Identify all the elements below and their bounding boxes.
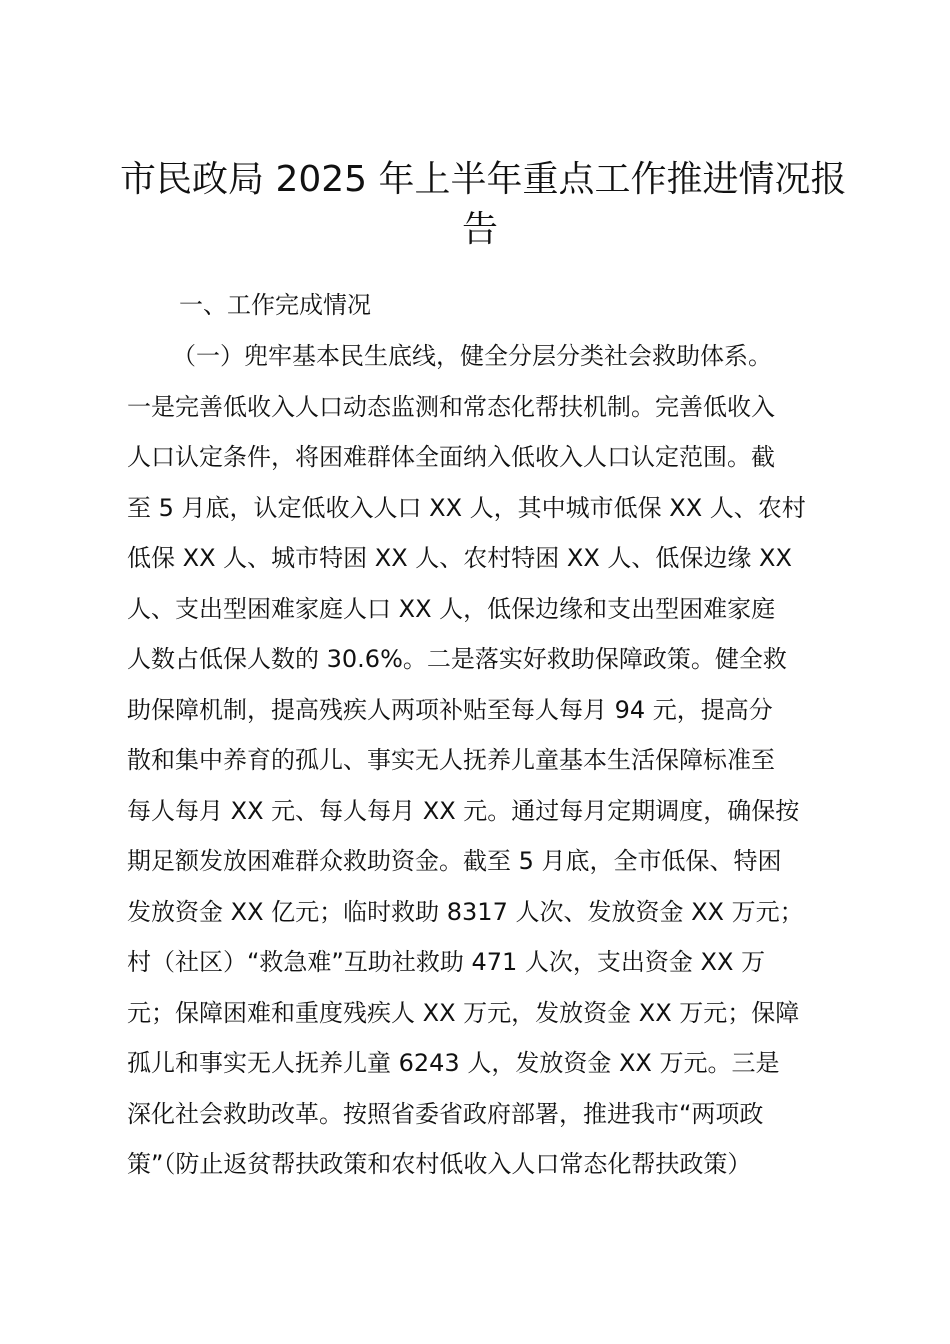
title-line-1: 市民政局 2025 年上半年重点工作推进情况报 [120,159,847,200]
title-line-2: 告 [461,209,498,250]
body-line: 每人每月 XX 元、每人每月 XX 元。通过每月定期调度，确保按 [127,796,800,825]
body-line: 村（社区）“救急难”互助社救助 471 人次，支出资金 XX 万 [127,948,766,976]
subsection-heading: （一）兜牢基本民生底线，健全分层分类社会救助体系。 [172,342,772,370]
body-line: 至 5 月底，认定低收入人口 XX 人，其中城市低保 XX 人、农村 [127,493,806,522]
body-line: 发放资金 XX 亿元；临时救助 8317 人次、发放资金 XX 万元； [127,897,804,926]
body-line: 期足额发放困难群众救助资金。截至 5 月底，全市低保、特困 [127,847,782,875]
body-line: 深化社会救助改革。按照省委省政府部署，推进我市“两项政 [127,1099,764,1128]
body-line: 一是完善低收入人口动态监测和常态化帮扶机制。完善低收入 [127,392,775,421]
body-line: 孤儿和事实无人抚养儿童 6243 人，发放资金 XX 万元。三是 [127,1049,780,1077]
section-heading: 一、工作完成情况 [179,291,371,319]
body-line: 人口认定条件，将困难群体全面纳入低收入人口认定范围。截 [127,443,775,471]
document-title [120,155,847,255]
body-line: 策”（防止返贫帮扶政策和农村低收入人口常态化帮扶政策） [127,1150,752,1178]
body-line: 人数占低保人数的 30.6%。二是落实好救助保障政策。健全救 [127,645,787,673]
body-line: 元；保障困难和重度残疾人 XX 万元，发放资金 XX 万元；保障 [127,998,800,1027]
body-text [127,331,847,1190]
body-line: 助保障机制，提高残疾人两项补贴至每人每月 94 元，提高分 [127,695,773,724]
body-line: 散和集中养育的孤儿、事实无人抚养儿童基本生活保障标准至 [127,746,775,774]
body-line: 人、支出型困难家庭人口 XX 人，低保边缘和支出型困难家庭 [127,594,776,623]
body-line: 低保 XX 人、城市特困 XX 人、农村特困 XX 人、低保边缘 XX [127,544,792,572]
